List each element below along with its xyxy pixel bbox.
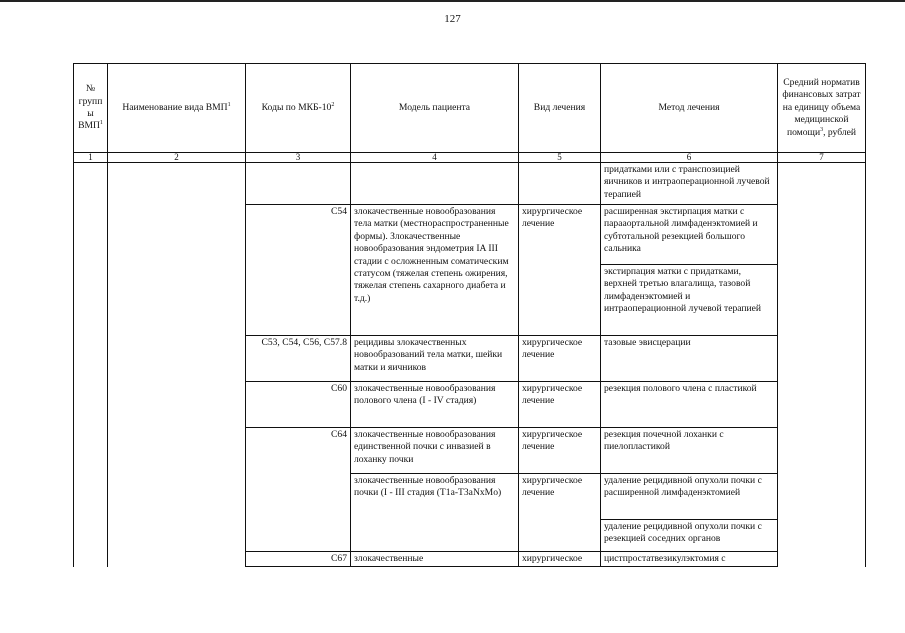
header-treatment: Вид лечения — [519, 64, 601, 153]
code-cell: C67 — [246, 552, 351, 567]
header-model: Модель пациента — [351, 64, 519, 153]
model-cell: злокачественные новообразования единственной почки с инвазией в лоханку почки — [351, 428, 519, 474]
treatment-cell — [519, 163, 601, 205]
treatment-cell: хирургическое лечение — [519, 336, 601, 382]
column-number: 2 — [108, 153, 246, 163]
name-cell — [108, 163, 246, 567]
table-row — [74, 163, 866, 205]
code-cell: C54 — [246, 205, 351, 336]
group-cell — [74, 163, 108, 567]
code-cell: C60 — [246, 382, 351, 428]
column-number: 5 — [519, 153, 601, 163]
model-cell — [351, 163, 519, 205]
method-cell: тазовые эвисцерации — [601, 336, 778, 382]
code-cell: C53, C54, C56, C57.8 — [246, 336, 351, 382]
header-group: № группы ВМП$^1$ — [74, 64, 108, 153]
method-cell: цистпростатвезикулэктомия с — [601, 552, 778, 567]
column-number: 4 — [351, 153, 519, 163]
model-cell: злокачественные новообразования почки (I - III стадия (T1a-T3aNxMo) — [351, 474, 519, 552]
header-method: Метод лечения — [601, 64, 778, 153]
column-number: 6 — [601, 153, 778, 163]
model-cell: злокачественные — [351, 552, 519, 567]
method-cell: расширенная экстирпация матки с парааортальной лимфаденэктомией и субтотальной резекцией большого сальника — [601, 205, 778, 265]
model-cell: рецидивы злокачественных новообразований тела матки, шейки матки и яичников — [351, 336, 519, 382]
header-row — [74, 64, 866, 153]
code-cell: C64 — [246, 428, 351, 552]
column-number: 3 — [246, 153, 351, 163]
treatment-cell: хирургическое — [519, 552, 601, 567]
method-cell: удаление рецидивной опухоли почки с расширенной лимфаденэктомией — [601, 474, 778, 520]
code-cell — [246, 163, 351, 205]
method-cell: придатками или с транспозицией яичников и интраоперационной лучевой терапией — [601, 163, 778, 205]
treatment-cell: хирургическое лечение — [519, 205, 601, 336]
column-number: 7 — [778, 153, 866, 163]
header-name: Наименование вида ВМП$^1$ — [108, 64, 246, 153]
treatment-cell: хирургическое лечение — [519, 382, 601, 428]
cost-cell — [778, 163, 866, 567]
header-cost: Средний норматив финансовых затрат на единицу объема медицинской помощи$^3$, рублей — [778, 64, 866, 153]
model-cell: злокачественные новообразования полового члена (I - IV стадия) — [351, 382, 519, 428]
top-rule — [0, 0, 905, 2]
method-cell: экстирпация матки с придатками, верхней третью влагалища, тазовой лимфаденэктомией и интраоперационной лучевой терапией — [601, 265, 778, 336]
method-cell: резекция почечной лоханки с пиелопластикой — [601, 428, 778, 474]
vmp-table — [73, 63, 866, 567]
treatment-cell: хирургическое лечение — [519, 474, 601, 552]
column-numbers-row — [74, 153, 866, 163]
method-cell: резекция полового члена с пластикой — [601, 382, 778, 428]
page-number: 127 — [444, 13, 461, 25]
header-codes: Коды по МКБ-$10^2$ — [246, 64, 351, 153]
treatment-cell: хирургическое лечение — [519, 428, 601, 474]
column-number: 1 — [74, 153, 108, 163]
model-cell: злокачественные новообразования тела матки (местнораспространенные формы). Злокачественные новообразования эндометрия IA III стадии с осложненным соматическим статусом (тяжелая степень ожирения, тяжелая степень сахарного диабета и т.д.) — [351, 205, 519, 336]
method-cell: удаление рецидивной опухоли почки с резекцией соседних органов — [601, 520, 778, 552]
